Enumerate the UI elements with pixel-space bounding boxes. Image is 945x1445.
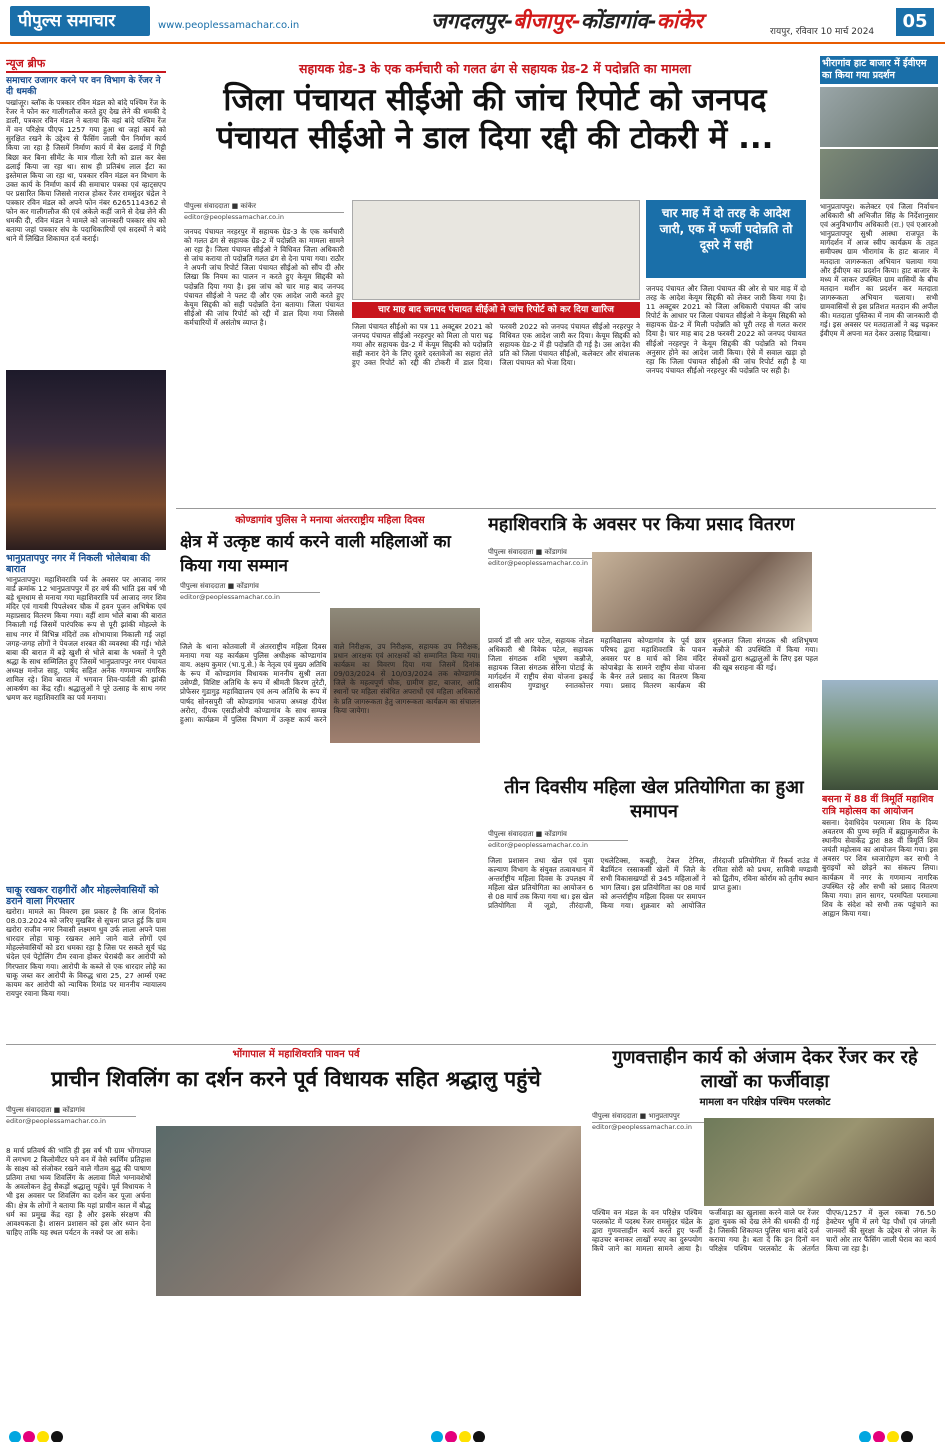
ranger-headline: गुणवत्ताहीन कार्य को अंजाम देकर रेंजर कर रहे लाखों का फर्जीवाड़ा bbox=[612, 1047, 918, 1092]
byline-email: editor@peoplessamachar.co.in bbox=[488, 841, 588, 849]
brief-headline: चाकू रखकर राहगीरों और मोहल्लेवासियों को डराने वाला गिरफ्तार bbox=[6, 885, 159, 907]
prasad-body: प्रावर्य डॉ सी आर पटेल, सहायक नोडल अधिकारी श्री विवेक पटेल, सहायक जिला संगठक शशि भूषण कन्नौजे, सहायक जिला संगठक सेरिना पोटाई के मार्गदर्शन में राष्ट्रीय सेवा योजना इकाई शासकीय गुण्डाधुर स्नातकोत्तर महाविद्यालय कोण्डागांव के पूर्व छात्र परिषद द्वारा महाशिवरात्रि के पावन अवसर पर 8 मार्च को शिव मंदिर कोपाबेड़ा के सामने राष्ट्रीय सेवा योजना के बैनर तले प्रसाद का वितरण किया गया। प्रसाद वितरण कार्यक्रम की शुरुआत जिला संगठक श्री शशिभूषण कन्नौजे की उपस्थिति में किया गया। सेवकों द्वारा श्रद्धालुओं के लिए इस पहल की खूब सराहना की गई। bbox=[488, 636, 818, 691]
brief-headline: भानुप्रतापपुर नगर में निकली भोलेबाबा की बारात bbox=[6, 553, 151, 575]
edition-part: कांकेर bbox=[656, 9, 703, 33]
left-column bbox=[6, 56, 166, 1056]
brand-logo: पीपुल्स समाचार bbox=[10, 6, 150, 36]
byline-email: editor@peoplessamachar.co.in bbox=[592, 1123, 692, 1131]
cmyk-marks bbox=[858, 1428, 938, 1442]
lead-story bbox=[180, 52, 810, 504]
edition-part: जगदलपुर- bbox=[431, 9, 514, 33]
byline: पीपुल्स संवाददाता ■ कोंडागांव bbox=[488, 830, 628, 841]
sports-headline: तीन दिवसीय महिला खेल प्रतियोगिता का हुआ समापन bbox=[504, 777, 804, 822]
right-body: भानुप्रतापपुर। कलेक्टर एवं जिला निर्वाचन अधिकारी श्री अभिजीत सिंह के निर्देशानुसार एवं अनुविभागीय अधिकारी (रा.) एवं एआरओ भानुप्रतापपुर सुश्री आस्था राजपूत के मार्गदर्शन में आज स्वीप कार्यक्रम के तहत समीपस्थ ग्राम भीरागांव के हाट बाजार में मतदाता जागरूकता अभियान चलाया गया और ईवीएम का प्रदर्शन किया। हाट बाजार के मध्य में जाकर उपस्थित ग्राम वासियों के बीच मतदान मशीन का प्रदर्शन कर मतदाता जागरूकता अभियान चलाया। सभी ग्रामवासियों से इस प्रतिशत मतदान की अपील की। मतदाता पुस्तिका में नाम की जानकारी दी गई। इस अवसर पर मतदाताओं ने बढ़ चढ़कर ईवीएम में अपना मत देकर उत्साह दिखाया। bbox=[820, 202, 938, 339]
lead-byline-block bbox=[184, 202, 344, 221]
sports-body: जिला प्रशासन तथा खेल एवं युवा कल्याण विभाग के संयुक्त तत्वावधान में अन्तर्राष्ट्रीय महिला दिवस के उपलक्ष्य में महिला खेल प्रतियोगिता का आयोजन 6 से 08 मार्च तक किया गया था। इस खेल प्रतियोगिता में जूडो, तीरंदाजी, एथलेटिक्स, कबड्डी, टेबल टेनिस, बैडमिंटन रस्साकसी खेलों में जिले के सभी विकासखण्डों से 345 महिलाओं ने भाग लिया। इस प्रतियोगिता का 08 मार्च को अन्तर्राष्ट्रीय महिला दिवस पर समापन किया गया। शुक्रवार को आयोजित तीरंदाजी प्रतियोगिता में रिकर्व राउंड में रमिता सोरी को प्रथम, सावित्री मण्डावी को द्वितीय, रविना कोर्राम को तृतीय स्थान प्राप्त हुआ। bbox=[488, 856, 818, 911]
masthead bbox=[0, 0, 945, 44]
byline-email: editor@peoplessamachar.co.in bbox=[488, 559, 588, 567]
right-headline: भीरागांव हाट बाजार में ईवीएम का किया गया प्रदर्शन bbox=[820, 56, 938, 84]
women-story bbox=[180, 512, 480, 1032]
shivling-story bbox=[6, 1046, 586, 1426]
women-kicker: कोण्डागांव पुलिस ने मनाया अंतरराष्ट्रीय महिला दिवस bbox=[235, 515, 425, 526]
prasad-story bbox=[488, 512, 820, 772]
right-body: बसना। देवाधिदेव परमात्मा शिव के दिव्य अवतरण की पुण्य स्मृति में ब्रह्माकुमारीज के स्थानीय सेवाकेंद्र द्वारा 88 वीं त्रिमूर्ति शिव जयंती महोत्सव का आयोजन किया गया। इस अवसर पर शिव ध्वजारोहण कर सभी ने बुराइयों को छोड़ने का संकल्प लिया। कार्यक्रम में नगर के गणमान्य नागरिक उपस्थित रहे और सभी को प्रसाद वितरण किया गया। ज्ञान सागर, परमपिता परमात्मा शिव के संदेश को सभी तक पहुंचाने का आह्वान किया गया। bbox=[822, 818, 938, 918]
right-headline: बसना में 88 वीं त्रिमूर्ति महाशिव रात्रि महोत्सव का आयोजन bbox=[822, 794, 934, 817]
edition-part: कोंडागांव- bbox=[580, 9, 657, 33]
lead-headline: जिला पंचायत सीईओ की जांच रिपोर्ट को जनपद पंचायत सीईओ ने डाल दिया रद्दी की टोकरी में ... bbox=[216, 82, 774, 156]
byline-email: editor@peoplessamachar.co.in bbox=[184, 213, 284, 221]
lead-strip: चार माह बाद जनपद पंचायत सीईओ ने जांच रिपोर्ट को कर दिया खारिज bbox=[352, 302, 640, 318]
sports-photo bbox=[822, 680, 938, 790]
byline: पीपुल्स संवाददाता ■ कोंडागांव bbox=[6, 1106, 136, 1117]
brief-body: भानुप्रतापपुर। महाशिवरात्रि पर्व के अवसर पर आजाद नगर वार्ड क्रमांक 12 भानुप्रतापपुर में हर वर्ष की भांति इस वर्ष भी बड़े धूमधाम से मनाया गया महाशिवरात्रि पर्व आजाद नगर शिव मंदिर एवं गायत्री पिपलेश्वर चौक में हवन पूजन अभिषेक एवं महाप्रसाद वितरण किया गया। वहीं शाम भोले बाबा की बारात निकाली गई जिसमें पारंपरिक रूप से पूरी झांकी मोहल्ले के साथ नगर में विभिन्न मंदिरों तक शोभायात्रा निकाली गई जहां जगह-जगह लोगों ने पेयजल शरबत की व्यवस्था की गई। भोले बाबा की बारात में बड़े खुशी से भोले बाबा के भक्तों ने पूरी श्रद्धा के साथ सम्मिलित हुए जिसमें भानुप्रतापपुर नगर पंचायत अध्यक्ष मनोज साहू, पार्षद सहित अनेक गणमान्य नागरिक शामिल रहे। शिव बारात में भगवान शिव-पार्वती की झांकी आकर्षण का केंद्र रही। श्रद्धालुओं ने पूरे उत्साह के साथ नगर भ्रमण कर महाशिवरात्रि का पर्व मनाया। bbox=[6, 575, 166, 703]
brief-body: खरोरा। मामले का विवरण इस प्रकार है कि आज दिनांक 08.03.2024 को जरिए मुखबिर से सूचना प्राप्त हुई कि ग्राम खरोरा राजीव नगर निवासी लक्ष्मण धुव उर्फ लाला अपने पास धारदार लोहा चाकू रखकर आने जाने वाले लोगों एवं मोहल्लेवासियों को डरा धमका रहा है जिस पर सकते सूर्य चंद्र चंदेल एवं पेट्रोलिंग टीम रवाना होकर घेराबंदी कर आरोपी को गिरफ्तार किया गया। आरोपी के कब्जे से एक धारदार लोहे का चाकू जब्त कर आरोपी के विरुद्ध धारा 25, 27 आर्म्स एक्ट कायम कर आरोपी को न्यायिक रिमांड पर माननीय न्यायालय रायपुर रवाना किया गया। bbox=[6, 907, 166, 998]
lead-kicker: सहायक ग्रेड-3 के एक कर्मचारी को गलत ढंग से सहायक ग्रेड-2 में पदोन्नति का मामला bbox=[299, 61, 691, 76]
byline-email: editor@peoplessamachar.co.in bbox=[180, 593, 280, 601]
byline: पीपुल्स संवाददाता ■ कांकेर bbox=[184, 202, 344, 213]
prasad-photo bbox=[592, 552, 812, 632]
cmyk-marks bbox=[8, 1428, 88, 1442]
byline: पीपुल्स संवाददाता ■ कोंडागांव bbox=[488, 548, 628, 559]
women-headline: क्षेत्र में उत्कृष्ट कार्य करने वाली महिलाओं का किया गया सम्मान bbox=[180, 532, 451, 576]
evm-photo-2 bbox=[820, 149, 938, 199]
lead-callout: चार माह में दो तरह के आदेश जारी, एक में फर्जी पदोन्नति तो दूसरे में सही bbox=[646, 200, 806, 278]
news-brief-label: न्यूज ब्रीफ bbox=[6, 56, 166, 73]
issue-date: रायपुर, रविवार 10 मार्च 2024 bbox=[770, 27, 875, 37]
edition-title bbox=[352, 4, 782, 38]
ranger-body: पश्चिम वन मंडल के वन परिक्षेत्र पश्चिम परलकोट में पदस्थ रेंजर रामसुंदर चंद्रेल के द्वारा गुणवत्ताहीन कार्य करते हुए फर्जी व्हाउचर बनाकर लाखों रुपए का दुरुपयोग किये जाने का मामला सामने आया है। फर्जीवाड़ा का खुलासा करने वाले पर रेंजर द्वारा युवक को देख लेने की धमकी दी गई है। जिसकी शिकायत पुलिस थाना बांदे दर्ज कराया गया है। बता दें कि इन दिनों वन परिक्षेत्र पश्चिम परलकोट के अंतर्गत पीएफ/1257 में कुल रकबा 76.50 हेक्टेयर भूमि में लगे पेड़ पौधों एवं जंगली जानवरों की सुरक्षा के उद्देश्य से जंगल के चारों ओर तार फैंसिंग जाली घेराव का कार्य किया जा रहा है। bbox=[592, 1208, 936, 1254]
byline: पीपुल्स संवाददाता ■ भानुप्रतापपुर bbox=[592, 1112, 742, 1123]
lead-strip-body: जिला पंचायत सीईओ का पत्र 11 अक्टूबर 2021 को जनपद पंचायत सीईओ नरहरपुर को मिला तो पारा चढ़ गया और सहायक ग्रेड-2 में केयूम सिद्दकी को पदोन्नति सही करार देने के लिए दूसरे दस्तावेजों का सहारा लेते हुए उक्त रिपोर्ट को रद्दी की टोकरी में डाल दिया। फरवरी 2022 को जनपद पंचायत सीईओ नरहरपुर ने विधिवत एक आदेश जारी कर दिया। केयूम सिद्दकी को सहायक ग्रेड-2 में ही पदोन्नति दी गई है। उस आदेश की प्रति को जिला पंचायत सीईओ, कलेक्टर और संचालक जिला पंचायत को भेजा दिया। bbox=[352, 322, 640, 368]
women-body: जिले के थाना कोतवाली में अंतरराष्ट्रीय महिला दिवस मनाया गया यह कार्यक्रम पुलिस अधीक्षक कोण्डागांव वाय. अक्षय कुमार (भा.पु.से.) के नेतृत्व एवं मुख्य अतिथि के रूप में कोण्डागांव विधायक माननीय सुश्री लता उसेण्डी, विशिष्ट अतिथि के रूप में श्रीमती किरण तुरेटी, प्रोफेसर गुडागुड़ महाविद्यालय एवं अन्य अतिथि के रूप में पार्षद सोनसपुरी जी कोण्डागांव भाजपा अध्यक्ष दीपेश अरोरा, दीपक एसडीओपी कोण्डागांव के साथ सम्पन्न हुआ। कार्यक्रम में पुलिस विभाग में उत्कृष्ट कार्य करने वाले निरीक्षक, उप निरीक्षक, सहायक उप निरीक्षक, प्रधान आरक्षक एवं आरक्षकों को सम्मानित किया गया। कार्यक्रम का विवरण दिया गया जिसमें दिनांक 09/03/2024 से 10/03/2024 तक कोण्डागांव जिले के महत्वपूर्ण चौक, ग्रामीण हाट, बाजार, आदि स्थानों पर महिला संबंधित अपराधों एवं महिला अधिकारों के प्रति जागरूकता हेतु जागरूकता कार्यक्रम का संचालन किया जायेगा। bbox=[180, 642, 480, 724]
evm-photo-1 bbox=[820, 87, 938, 147]
procession-photo bbox=[6, 370, 166, 550]
shivling-photo bbox=[156, 1126, 581, 1296]
lead-body: जनपद पंचायत नरहरपुर में सहायक ग्रेड-3 के एक कर्मचारी को गलत ढंग से सहायक ग्रेड-2 में पदोन्नति का मामला सामने आ रहा है। जिला पंचायत सीईओ ने विधिवत जिला अधिकारी से जांच कराया तो पदोन्नति गलत ढंग से देना पाया गया। राठौर ने अपनी जांच रिपोर्ट जिला पंचायत सीईओ को सौंप दी और लिखा कि नियम का पालन न करते हुए केयूम सिद्दकी को पदोन्नति दिया गया है। इस जांच को चार माह बाद जनपद पंचायत सीईओ ने पलट दी और एक आदेश जारी करते हुए केयूम सिद्दकी को सही पदोन्नति देना बताया। जिला पंचायत सीईओ की जांच रिपोर्ट को रद्दी में डाल दिया गया जिससे कर्मचारियों में असंतोष व्याप्त है। bbox=[184, 227, 344, 327]
shivling-body: 8 मार्च प्रतिवर्ष की भांति ही इस वर्ष भी ग्राम भोंगापाल में लगभग 2 किलोमीटर घने वन में वेसे स्वर्णिम प्रतिहास के साक्ष्य को संजोकर रखने वाले गौतम बुद्ध की पाषाण प्रतिमा तथा भव्य शिवलिंग के अलावा मिले भग्नावशेषों के अवलोकन हेतु सैकड़ों श्रद्धालु पहुंचे। पूर्व विधायक ने भी इस अवसर पर शिवलिंग का दर्शन कर पूजा अर्चना की। क्षेत्र के लोगों ने बताया कि यहां प्राचीन काल में बौद्ध धर्म का प्रमुख केंद्र रहा है और इसके संरक्षण की आवश्यकता है। शासन प्रशासन को इस ओर ध्यान देना चाहिए ताकि यह स्थल पर्यटन के नक्शे पर आ सके। bbox=[6, 1146, 151, 1237]
site-url: www.peoplessamachar.co.in bbox=[158, 20, 300, 31]
lead-callout-body: जनपद पंचायत और जिला पंचायत की ओर से चार माह में दो तरह के आदेश केयूम सिद्दकी को लेकर जारी किया गया है। 11 अक्टूबर 2021 को जिला अधिकारी पंचायत की जांच रिपोर्ट के आधार पर जिला पंचायत सीईओ ने केयूम सिद्दकी को सहायक ग्रेड-2 में मिली पदोन्नति को पूरी तरह से गलत करार दिया है। चार माह बाद 28 फरवरी 2022 को जनपद पंचायत सीईओ नरहरपुर ने केयूम सिद्दकी की पदोन्नति को नियम अनुसार होने का आदेश जारी किया। ऐसे में सवाल खड़ा हो रहा कि जिला पंचायत सीईओ की जांच रिपोर्ट सही है या जनपद पंचायत सीईओ नरहरपुर की पदोन्नति पर सही है। bbox=[646, 284, 806, 375]
fencing-photo bbox=[704, 1118, 934, 1206]
divider bbox=[176, 508, 936, 509]
brief-headline: समाचार उजागर करने पर वन विभाग के रेंजर ने दी धमकी bbox=[6, 76, 161, 97]
byline-email: editor@peoplessamachar.co.in bbox=[6, 1117, 106, 1125]
ranger-deck: मामला वन परिक्षेत्र पश्चिम परलकोट bbox=[699, 1097, 831, 1108]
byline: पीपुल्स संवाददाता ■ कोंडागांव bbox=[180, 582, 320, 593]
cmyk-marks bbox=[430, 1428, 510, 1442]
edition-part: बीजापुर- bbox=[513, 9, 581, 33]
page-number: 05 bbox=[896, 8, 934, 36]
document-photo bbox=[352, 200, 640, 300]
sports-story bbox=[488, 776, 820, 1038]
shivling-kicker: भोंगापाल में महाशिवरात्रि पावन पर्व bbox=[232, 1049, 360, 1060]
right-bottom bbox=[822, 560, 938, 1036]
brief-body: पखांजूर। ब्लॉक के पत्रकार रविन मंडल को बांदे पश्चिम रेंज के रेंजर ने फोन कर गालीगलौज करते हुए देख लेने की धमकी दे डाली, पत्रकार रविन मंडल ने बताया कि वहां बांदे पश्चिम रेंज में वन परिक्षेत्र पीएफ 1257 गया हुआ था जहां कार्य को सुरक्षित रखने के उद्देश्य से फैंसिंग जाली चैन निर्माण कार्य किया जा रहा है जिसमें निर्माण कार्य में बेस ढलाई में गिट्टी बिछा कर बिना सीमेंट के मात्र गीला रेती को डाल कर बेस ढलाई किया जा रहा था। साथ ही प्रतिबंध लाल ईंटा का इस्तेमाल किया जा रहा था, पत्रकार रविन मंडल वन विभाग के उक्त कार्य के निर्माण कार्य की समाचार पत्रका एवं व्हाट्सएप पर प्रसारित किया जिससे नाराज होकर रेंजर रामसुंदर चंद्रेल ने पत्रकार रविन मंडल को अपने फोन नंबर 6265114362 से फोन कर गालीगलौज की एवं अकेले कहीं जाने से देख लेने की धमकी दी, रविन मंडल ने मामले को जानकारी पत्रकार संघ को बताया जहां पत्रकार संघ के पदाधिकारियों एवं सदस्यों ने बांदे थाने में लिखित शिकायत दर्ज कराई। bbox=[6, 98, 166, 244]
shivling-headline: प्राचीन शिवलिंग का दर्शन करने पूर्व विधायक सहित श्रद्धालु पहुंचे bbox=[51, 1067, 541, 1091]
divider bbox=[6, 1044, 936, 1045]
prasad-headline: महाशिवरात्रि के अवसर पर किया प्रसाद वितरण bbox=[488, 514, 795, 535]
ranger-story bbox=[592, 1046, 938, 1426]
